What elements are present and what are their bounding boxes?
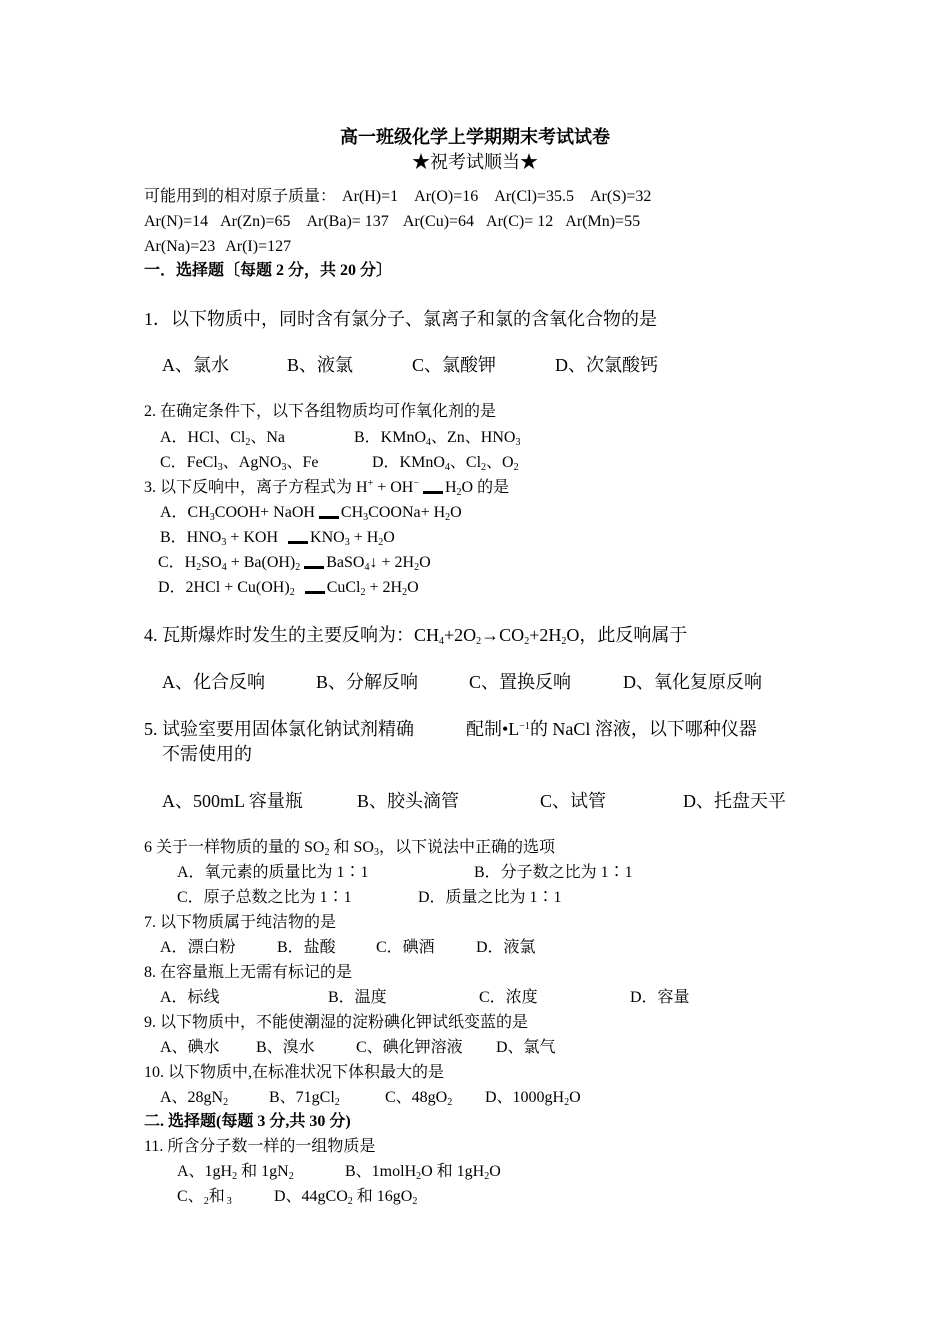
question-1-option-d: D、次氯酸钙: [555, 355, 658, 375]
question-3-option-c: C．$H_2SO_4 + Ba(OH)_2$ BaSO$_4$↓ + $2H_2O$: [158, 554, 431, 573]
question-5-option-a: A、500mL 容量瓶: [162, 791, 303, 811]
equals-bar: [284, 530, 310, 544]
question-9-option-a: A、碘水: [160, 1039, 220, 1056]
question-11-stem: 11. 所含分子数一样的一组物质是: [144, 1138, 376, 1155]
atomic-masses-line-1: 可能用到的相对原子质量： Ar(H)=1 Ar(O)=16 Ar(Cl)=35.5 Ar(S)=32: [144, 188, 652, 205]
question-10-stem: 10. 以下物质中,在标准状况下体积最大的是: [144, 1064, 445, 1081]
question-5-option-d: D、托盘天平: [683, 791, 786, 811]
question-2-stem: 2. 在确定条件下，以下各组物质均可作氧化剂的是: [144, 403, 497, 420]
question-7-option-a: A．漂白粉: [160, 939, 236, 956]
equals-bar: [301, 580, 327, 594]
question-11-option-c: C、$_2$和 $_3$: [177, 1188, 232, 1207]
question-10-option-d: D、$1000gH_2O$: [485, 1089, 581, 1108]
question-9-option-b: B、溴水: [256, 1039, 315, 1056]
question-3-option-d: D．$2HCl + Cu(OH)_2$ CuCl$_2$ + $2H_2O$: [158, 579, 419, 598]
question-3-stem: 3. 以下反响中，离子方程式为 H+ + OH− $H_2O$ 的是: [144, 478, 510, 498]
question-8-stem: 8. 在容量瓶上无需有标记的是: [144, 964, 353, 981]
question-8-option-c: C．浓度: [479, 989, 538, 1006]
question-7-option-b: B．盐酸: [277, 939, 336, 956]
question-6-option-a: A．氧元素的质量比为 1∶1: [177, 864, 369, 881]
question-3-option-a: A．$CH_3COOH+$ NaOH $CH_3COONa+ H_2O$: [160, 504, 462, 523]
question-9-option-c: C、碘化钾溶液: [356, 1039, 463, 1056]
question-1-stem: 1．以下物质中，同时含有氯分子、氯离子和氯的含氧化合物的是: [144, 309, 657, 329]
question-2-option-d: D．KMnO$_4$、$Cl_2$、$O_2$: [372, 454, 519, 473]
atomic-masses-line-2: Ar(N)=14 Ar(Zn)=65 Ar(Ba)= 137 Ar(Cu)=64 Ar(C)= 12 Ar(Mn)=55: [144, 213, 641, 230]
question-4-option-b: B、分解反响: [316, 672, 419, 692]
question-9-stem: 9. 以下物质中，不能使潮湿的淀粉碘化钾试纸变蓝的是: [144, 1014, 529, 1031]
page-title: 高一班级化学上学期期末考试试卷: [340, 127, 610, 147]
question-9-option-d: D、氯气: [496, 1039, 556, 1056]
question-5-option-b: B、胶头滴管: [357, 791, 460, 811]
equals-bar: [315, 505, 341, 519]
question-10-option-a: A、$28gN_2$: [160, 1089, 229, 1108]
question-5-option-c: C、试管: [540, 791, 607, 811]
question-6-option-c: C．原子总数之比为 1∶1: [177, 889, 352, 906]
question-1-option-c: C、氯酸钾: [412, 355, 497, 375]
question-6-option-d: D．质量之比为 1∶1: [418, 889, 562, 906]
question-6-stem: 6 关于一样物质的量的 $SO_2$ 和 $SO_3$，以下说法中正确的选项: [144, 839, 555, 858]
question-2-option-a: A．HCl、$Cl_2$、Na: [160, 429, 286, 448]
question-4-stem: 4. 瓦斯爆炸时发生的主要反响为：$CH_4+2O_2\to CO_2+2H_2O$，此反响属于: [144, 625, 688, 647]
question-8-option-d: D．容量: [630, 989, 690, 1006]
question-7-option-d: D．液氯: [476, 939, 536, 956]
question-7-stem: 7. 以下物质属于纯洁物的是: [144, 914, 337, 931]
question-11-option-a: A、$1gH_2$ 和 $1gN_2$: [177, 1163, 294, 1182]
question-10-option-c: C、$48gO_2$: [385, 1089, 453, 1108]
question-7-option-c: C．碘酒: [376, 939, 435, 956]
question-4-option-c: C、置换反响: [469, 672, 572, 692]
section-1-heading: 一．选择题〔每题 2 分，共 20 分〕: [144, 262, 393, 279]
question-11-option-d: D、44gCO$_2$ 和 $16gO_2$: [274, 1188, 418, 1207]
question-6-option-b: B．分子数之比为 1∶1: [474, 864, 633, 881]
question-10-option-b: B、71gCl$_2$: [269, 1089, 340, 1108]
equals-bar: [300, 555, 326, 569]
question-5-stem: 5. 试验室要用固体氯化钠试剂精确 配制$•L^{-1}$的 NaCl 溶液，以下哪种仪器: [144, 719, 757, 739]
question-1-option-a: A、氯水: [162, 355, 229, 375]
atomic-masses-line-3: Ar(Na)=23 Ar(I)=127: [144, 238, 292, 255]
equals-bar: [419, 480, 445, 494]
question-8-option-b: B．温度: [328, 989, 387, 1006]
question-2-option-c: C．FeCl$_3$、AgNO$_3$、Fe: [160, 454, 319, 473]
section-2-heading: 二. 选择题(每题 3 分,共 30 分): [144, 1113, 351, 1130]
question-1-option-b: B、液氯: [287, 355, 354, 375]
question-5-stem-line-2: 不需使用的: [162, 744, 252, 764]
question-4-option-d: D、氧化复原反响: [623, 672, 762, 692]
question-11-option-b: B、1molH$_2$O 和 $1gH_2O$: [345, 1163, 501, 1182]
question-8-option-a: A．标线: [160, 989, 220, 1006]
question-2-option-b: B．KMnO$_4$、Zn、$HNO_3$: [354, 429, 521, 448]
question-4-option-a: A、化合反响: [162, 672, 265, 692]
question-3-option-b: B．$HNO_3$ + KOH $KNO_3 + H_2O$: [160, 529, 395, 548]
page-subtitle: ★祝考试顺当★: [412, 152, 538, 172]
